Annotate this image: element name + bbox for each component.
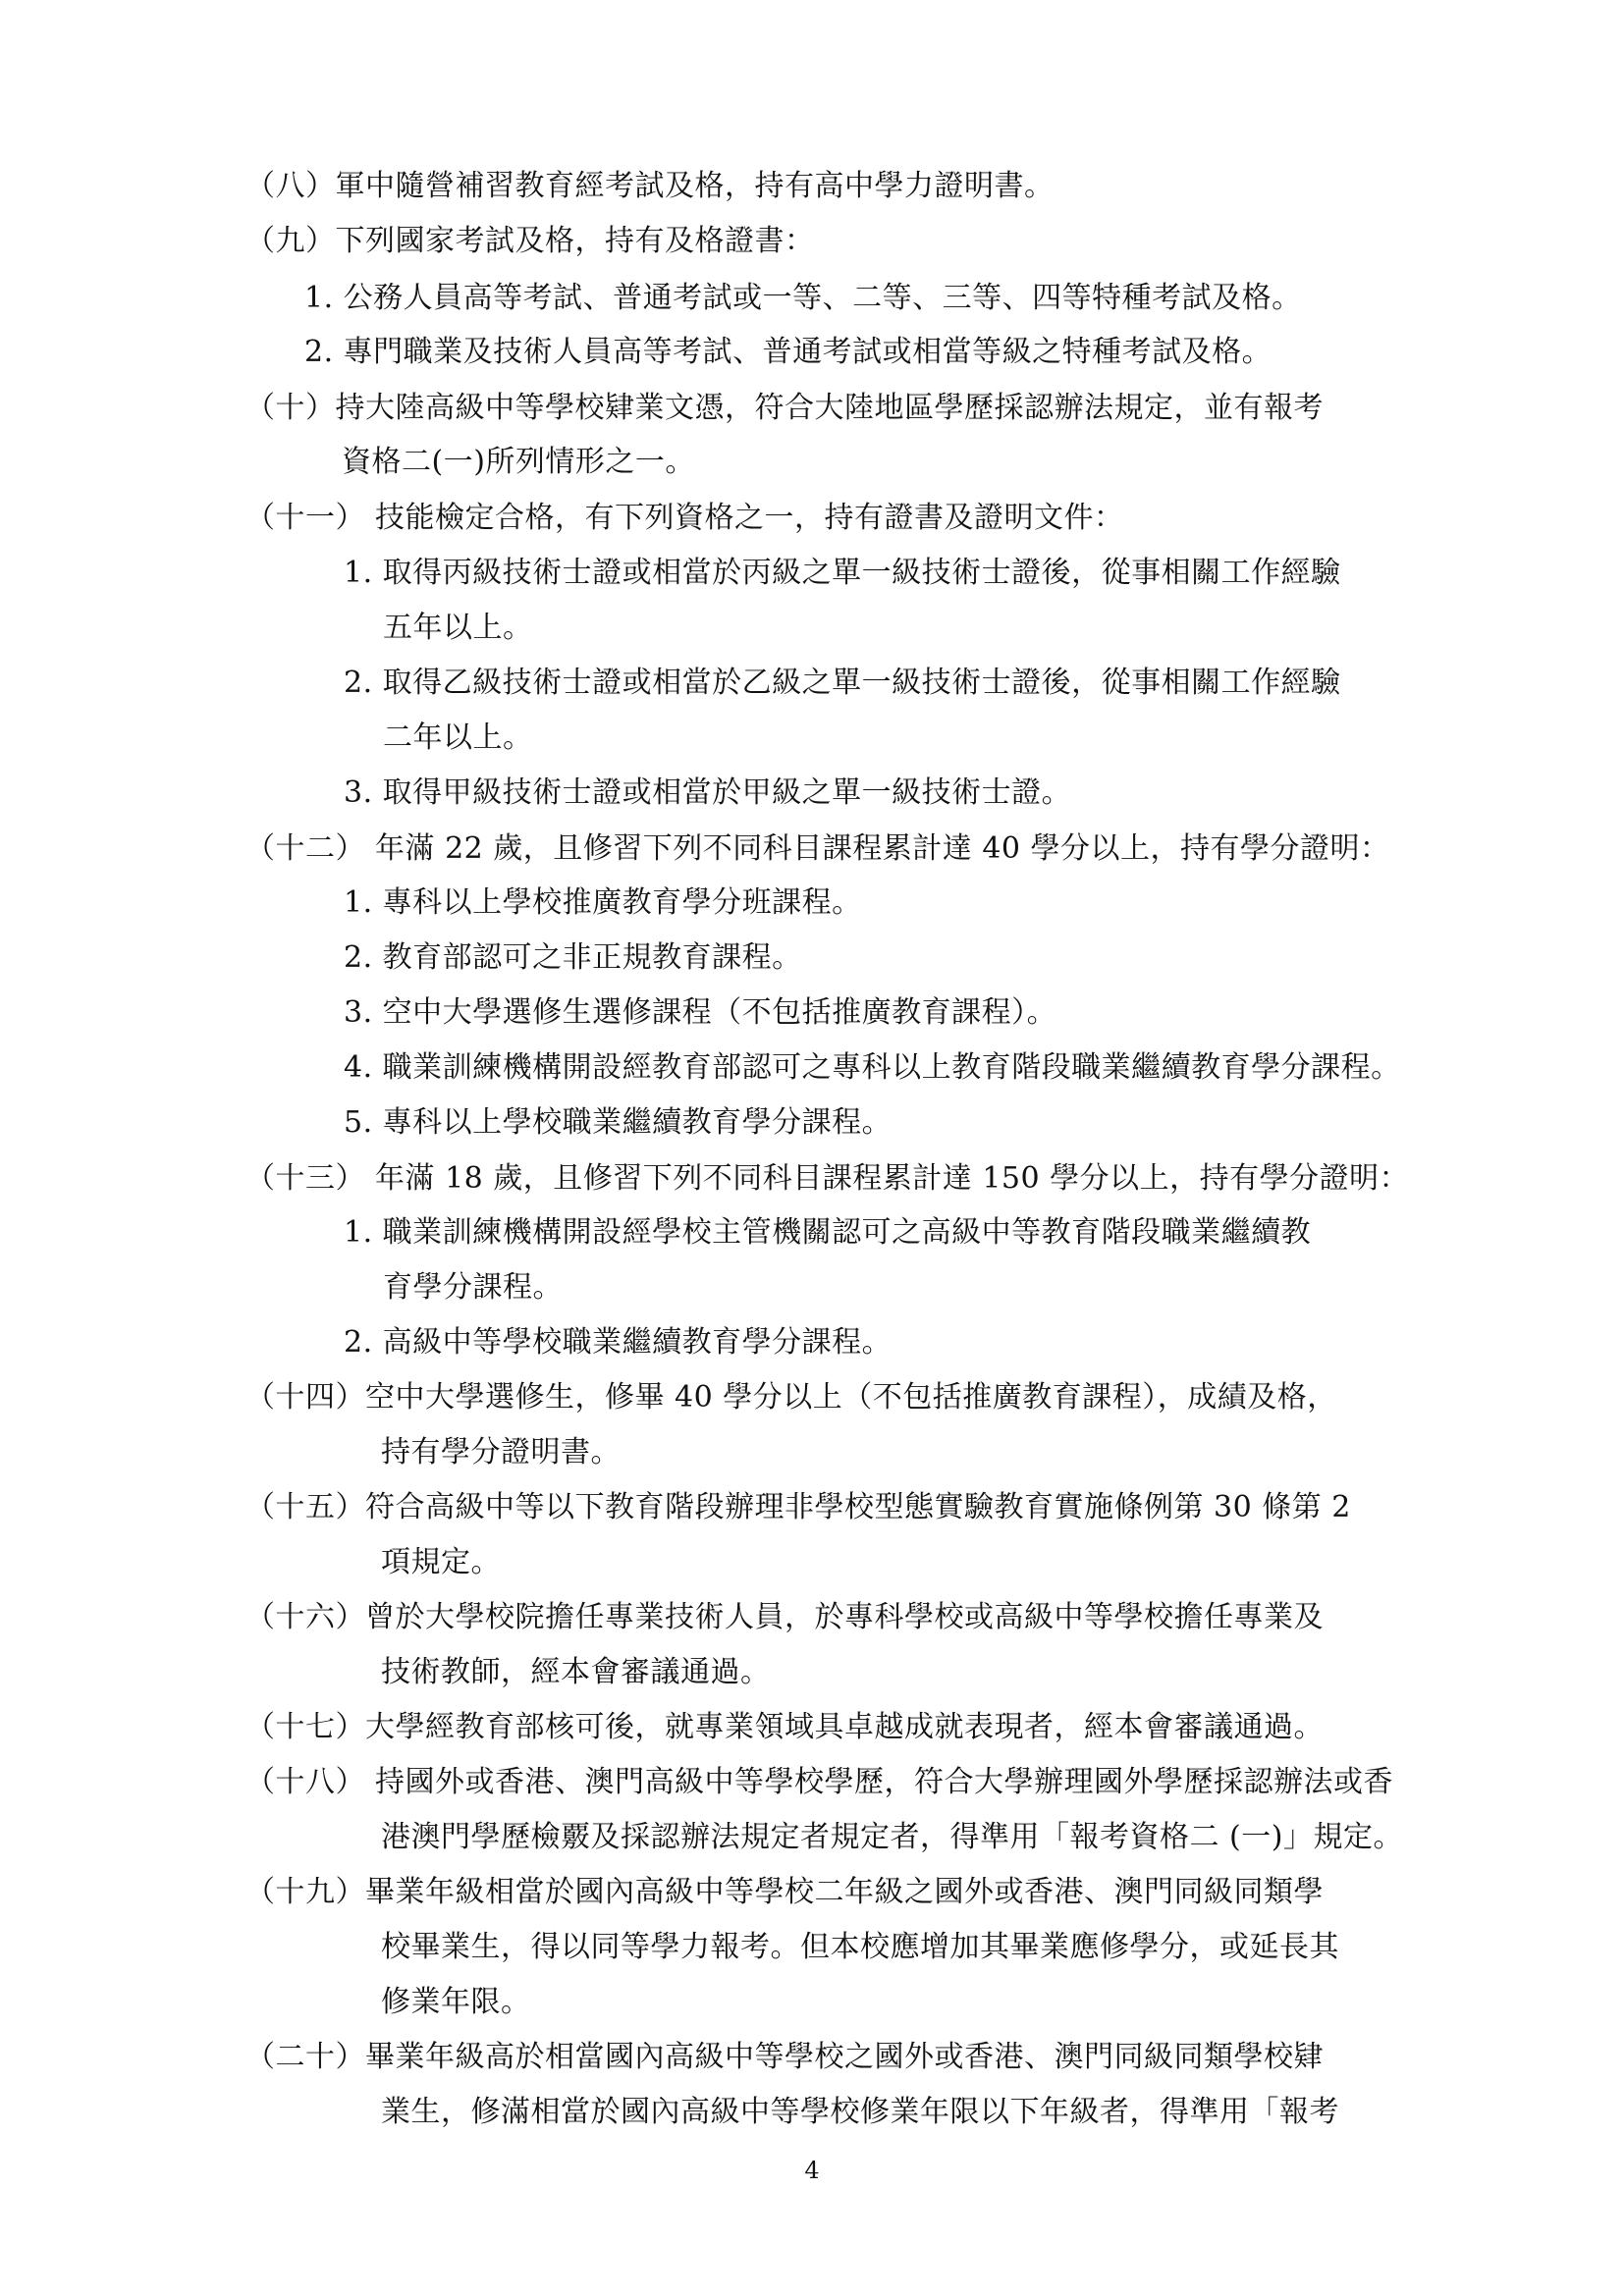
page-number: 4 <box>804 2157 820 2184</box>
text-line: （八）軍中隨營補習教育經考試及格，持有高中學力證明書。 <box>245 169 1055 203</box>
text-line: 2. 教育部認可之非正規教育課程。 <box>344 940 802 975</box>
text-line: 2. 專門職業及技術人員高等考試、普通考試或相當等級之特種考試及格。 <box>304 335 1272 369</box>
text-line: 持有學分證明書。 <box>381 1435 621 1469</box>
text-line: 港澳門學歷檢覈及採認辦法規定者規定者，得準用「報考資格二 (一)」規定。 <box>381 1820 1403 1854</box>
text-line: 資格二(一)所列情形之一。 <box>342 445 695 479</box>
text-line: 育學分課程。 <box>383 1270 563 1305</box>
text-line: 5. 專科以上學校職業繼續教育學分課程。 <box>344 1105 893 1140</box>
text-line: （十五）符合高級中等以下教育階段辦理非學校型態實驗教育實施條例第 30 條第 2 <box>245 1490 1351 1524</box>
text-line: 1. 職業訓練機構開設經學校主管機關認可之高級中等教育階段職業繼續教 <box>344 1215 1312 1250</box>
text-line: 技術教師，經本會審議通過。 <box>381 1655 771 1689</box>
text-line: 3. 空中大學選修生選修課程（不包括推廣教育課程）。 <box>344 995 1057 1030</box>
text-line: 項規定。 <box>381 1545 501 1579</box>
text-line: （十）持大陸高級中等學校肄業文憑，符合大陸地區學歷採認辦法規定，並有報考 <box>245 391 1324 425</box>
text-line: 1. 專科以上學校推廣教育學分班課程。 <box>344 885 862 920</box>
text-line: 2. 取得乙級技術士證或相當於乙級之單一級技術士證後，從事相關工作經驗 <box>344 666 1341 700</box>
text-line: （九）下列國家考試及格，持有及格證書： <box>245 224 815 258</box>
text-line: （十八） 持國外或香港、澳門高級中等學校學歷，符合大學辦理國外學歷採認辦法或香 <box>245 1765 1394 1799</box>
text-line: 五年以上。 <box>383 611 533 645</box>
text-line: （十四）空中大學選修生，修畢 40 學分以上（不包括推廣教育課程），成績及格， <box>245 1380 1337 1415</box>
text-line: 1. 公務人員高等考試、普通考試或一等、二等、三等、四等特種考試及格。 <box>304 281 1302 315</box>
text-line: 校畢業生，得以同等學力報考。但本校應增加其畢業應修學分，或延長其 <box>381 1930 1339 1964</box>
text-line: 3. 取得甲級技術士證或相當於甲級之單一級技術士證。 <box>344 775 1072 810</box>
text-line: （十六）曾於大學校院擔任專業技術人員，於專科學校或高級中等學校擔任專業及 <box>245 1600 1324 1634</box>
text-line: （十七）大學經教育部核可後，就專業領域具卓越成就表現者，經本會審議通過。 <box>245 1710 1324 1744</box>
text-line: （十一） 技能檢定合格，有下列資格之一，持有證書及證明文件： <box>245 501 1124 535</box>
text-line: 業生，修滿相當於國內高級中等學校修業年限以下年級者，得準用「報考 <box>381 2095 1339 2129</box>
text-line: 4. 職業訓練機構開設經教育部認可之專科以上教育階段職業繼續教育學分課程。 <box>344 1050 1401 1085</box>
text-line: 修業年限。 <box>381 1985 531 2019</box>
text-line: （二十）畢業年級高於相當國內高級中等學校之國外或香港、澳門同級同類學校肄 <box>245 2040 1324 2074</box>
text-line: 1. 取得丙級技術士證或相當於丙級之單一級技術士證後，從事相關工作經驗 <box>344 556 1341 590</box>
text-line: （十三） 年滿 18 歲，且修習下列不同科目課程累計達 150 學分以上，持有學分證明： <box>245 1161 1410 1196</box>
text-line: 二年以上。 <box>383 721 533 755</box>
text-line: （十九）畢業年級相當於國內高級中等學校二年級之國外或香港、澳門同級同類學 <box>245 1875 1324 1909</box>
text-line: 2. 高級中等學校職業繼續教育學分課程。 <box>344 1325 893 1360</box>
text-line: （十二） 年滿 22 歲，且修習下列不同科目課程累計達 40 學分以上，持有學分證明： <box>245 831 1390 866</box>
